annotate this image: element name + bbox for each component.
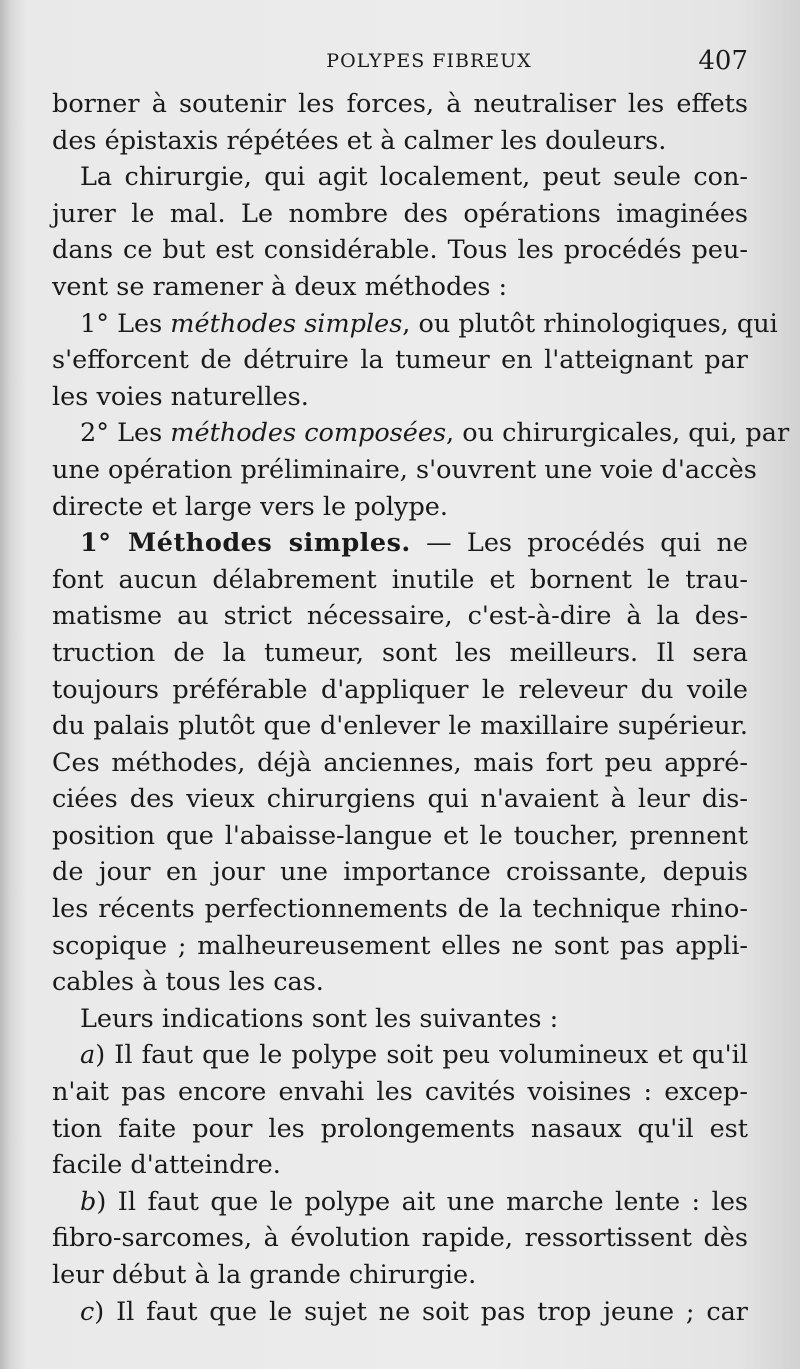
line-prefix: 2° Les <box>80 418 171 449</box>
line-suffix: , ou chirurgicales, qui, par <box>446 418 790 449</box>
text-line: facile d'atteindre. <box>52 1150 281 1181</box>
text-line <box>52 1037 748 1074</box>
list-marker: a <box>80 1040 96 1071</box>
line-prefix: 1° Les <box>80 308 171 339</box>
text-line: matisme au strict nécessaire, c'est-à-dire à la des- <box>52 601 748 632</box>
text-line: font aucun délabrement inutile et bornent le trau- <box>52 564 748 595</box>
text-line: Leurs indications sont les suivantes : <box>80 1003 559 1034</box>
running-title: POLYPES FIBREUX <box>326 50 532 72</box>
text-line: cables à tous les cas. <box>52 967 324 998</box>
text-line: n'ait pas encore envahi les cavités voisines : excep- <box>52 1077 748 1108</box>
line-suffix: ) Il faut que le sujet ne soit pas trop jeune ; car <box>94 1296 748 1327</box>
text-line <box>52 525 748 562</box>
text-line: ciées des vieux chirurgiens qui n'avaient à leur dis- <box>52 784 748 815</box>
text-line: les voies naturelles. <box>52 381 309 412</box>
text-line: La chirurgie, qui agit localement, peut seule con- <box>80 162 748 193</box>
text-line <box>52 1184 748 1221</box>
page-number: 407 <box>698 46 748 76</box>
text-line: une opération préliminaire, s'ouvrent une voie d'accès <box>52 454 757 485</box>
line-suffix: — Les procédés qui ne <box>410 528 749 559</box>
text-line: position que l'abaisse-langue et le toucher, prennent <box>52 820 748 851</box>
text-line: directe et large vers le polype. <box>52 491 448 522</box>
line-suffix: , ou plutôt rhinologiques, qui <box>402 308 778 339</box>
text-line: dans ce but est considérable. Tous les procédés peu- <box>52 235 748 266</box>
section-heading: 1° Méthodes simples. <box>80 528 411 559</box>
line-suffix: ) Il faut que le polype soit peu volumineux et qu'il <box>95 1040 748 1071</box>
list-marker: c <box>80 1296 95 1327</box>
text-line: jurer le mal. Le nombre des opérations imaginées <box>52 198 748 229</box>
text-line: leur début à la grande chirurgie. <box>52 1260 477 1290</box>
text-line: tion faite pour les prolongements nasaux qu'il est <box>52 1113 748 1144</box>
text-line: borner à soutenir les forces, à neutraliser les effets <box>52 89 748 119</box>
text-line <box>52 1294 748 1331</box>
text-line: fibro-sarcomes, à évolution rapide, ressortissent dès <box>52 1223 748 1254</box>
body-text <box>52 86 790 1330</box>
text-line: scopique ; malheureusement elles ne sont pas appli- <box>52 930 748 961</box>
text-line: s'efforcent de détruire la tumeur en l'atteignant par <box>52 345 748 376</box>
text-line: vent se ramener à deux méthodes : <box>52 271 508 302</box>
text-line: truction de la tumeur, sont les meilleurs. Il sera <box>52 637 748 668</box>
text-line: du palais plutôt que d'enlever le maxillaire supérieur. <box>52 711 748 742</box>
list-marker: b <box>80 1186 97 1217</box>
text-line: toujours préférable d'appliquer le releveur du voile <box>52 674 748 705</box>
text-line: les récents perfectionnements de la technique rhino- <box>52 894 748 925</box>
text-line <box>52 415 790 452</box>
text-line <box>52 306 778 343</box>
running-head <box>52 46 748 78</box>
line-suffix: ) Il faut que le polype ait une marche lente : les <box>96 1186 748 1217</box>
text-line: Ces méthodes, déjà anciennes, mais fort peu appré- <box>52 747 748 778</box>
text-line: des épistaxis répétées et à calmer les douleurs. <box>52 125 667 156</box>
italic-term: méthodes simples <box>170 308 403 339</box>
italic-term: méthodes composées <box>170 418 447 449</box>
text-line: de jour en jour une importance croissante, depuis <box>52 857 748 888</box>
